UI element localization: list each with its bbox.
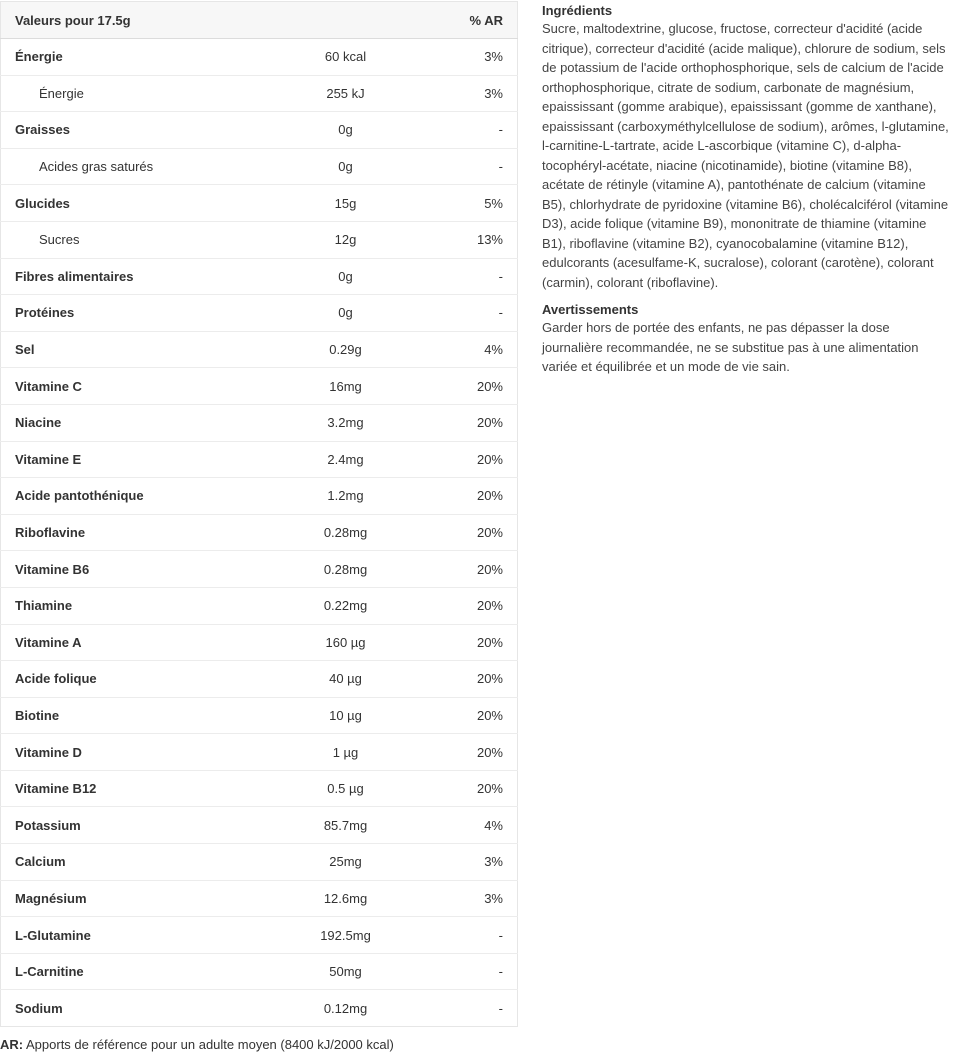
nutrient-ar-percent: 20% <box>421 661 518 698</box>
nutrient-ar-percent: 20% <box>421 697 518 734</box>
nutrient-value: 12.6mg <box>271 880 421 917</box>
table-row <box>1 148 518 185</box>
nutrient-name: Fibres alimentaires <box>1 258 271 295</box>
nutrient-name: Acides gras saturés <box>1 148 271 185</box>
nutrient-ar-percent: 3% <box>484 49 503 65</box>
nutrient-value: 16mg <box>271 368 421 405</box>
nutrient-ar-percent: - <box>421 917 518 954</box>
nutrient-ar-percent: 20% <box>421 441 518 478</box>
table-row <box>1 185 518 222</box>
nutrient-value: 160 µg <box>271 624 421 661</box>
nutrient-value: 0.22mg <box>271 587 421 624</box>
nutrient-value: 60 kcal <box>324 49 367 65</box>
nutrient-value: 0g <box>271 295 421 332</box>
nutrient-value: 0g <box>271 112 421 149</box>
header-ar-percent: % AR <box>421 2 518 39</box>
nutrient-name: Calcium <box>1 844 271 881</box>
nutrient-value: 255 kJ <box>271 75 421 112</box>
footnote-label: AR: <box>0 1037 24 1052</box>
nutrient-value: 0.28mg <box>271 551 421 588</box>
nutrient-ar-percent: 20% <box>421 368 518 405</box>
nutrient-name: L-Carnitine <box>1 953 271 990</box>
header-serving: Valeurs pour 17.5g <box>1 2 271 39</box>
table-row <box>1 587 518 624</box>
nutrient-ar-percent: - <box>421 148 518 185</box>
table-row <box>1 75 518 112</box>
nutrient-name: Sel <box>1 331 271 368</box>
nutrient-name: Biotine <box>1 697 271 734</box>
nutrient-name: Potassium <box>1 807 271 844</box>
table-row <box>1 990 518 1027</box>
table-row <box>1 478 518 515</box>
table-row <box>1 331 518 368</box>
nutrient-value: 50mg <box>271 953 421 990</box>
nutrient-name: Acide folique <box>1 661 271 698</box>
table-row <box>1 661 518 698</box>
nutrition-table-body <box>1 39 518 1027</box>
nutrient-ar-percent: 13% <box>421 221 518 258</box>
table-header-row <box>1 2 518 39</box>
nutrient-value: 0.28mg <box>271 514 421 551</box>
nutrient-value: 0.5 µg <box>271 770 421 807</box>
table-row <box>1 844 518 881</box>
nutrient-name: Protéines <box>1 295 271 332</box>
table-row <box>1 624 518 661</box>
nutrient-ar-percent: - <box>421 990 518 1027</box>
nutrient-value: 25mg <box>271 844 421 881</box>
nutrient-value: 2.4mg <box>271 441 421 478</box>
nutrient-name: Vitamine D <box>1 734 271 771</box>
nutrient-value: 85.7mg <box>271 807 421 844</box>
nutrient-name: Niacine <box>1 404 271 441</box>
nutrient-value: 3.2mg <box>271 404 421 441</box>
nutrient-ar-percent: 20% <box>421 514 518 551</box>
nutrient-name: Acide pantothénique <box>1 478 271 515</box>
nutrient-value: 192.5mg <box>271 917 421 954</box>
product-info <box>542 2 952 386</box>
nutrient-ar-percent: 20% <box>421 587 518 624</box>
nutrient-name: Vitamine A <box>1 624 271 661</box>
table-row <box>1 221 518 258</box>
nutrient-ar-percent: 20% <box>421 624 518 661</box>
nutrient-ar-percent: 3% <box>421 880 518 917</box>
header-value <box>271 2 421 39</box>
table-row <box>1 514 518 551</box>
warnings-title: Avertissements <box>542 302 639 317</box>
nutrient-name: Graisses <box>1 112 271 149</box>
nutrient-ar-percent: 20% <box>421 551 518 588</box>
table-row <box>1 917 518 954</box>
table-row <box>1 697 518 734</box>
nutrient-ar-percent: 4% <box>421 331 518 368</box>
nutrient-ar-percent: 3% <box>421 844 518 881</box>
nutrient-name: Sucres <box>1 221 271 258</box>
footnote-text: Apports de référence pour un adulte moyen (8400 kJ/2000 kcal) <box>23 1037 394 1052</box>
ingredients-title: Ingrédients <box>542 3 613 18</box>
nutrient-value: 12g <box>271 221 421 258</box>
nutrition-table <box>0 1 518 1027</box>
nutrient-ar-percent: 4% <box>421 807 518 844</box>
nutrient-ar-percent: - <box>421 953 518 990</box>
nutrient-value: 0g <box>271 258 421 295</box>
nutrient-name: Vitamine E <box>1 441 271 478</box>
nutrient-value: 0.29g <box>271 331 421 368</box>
nutrient-ar-percent: - <box>421 258 518 295</box>
table-row <box>1 953 518 990</box>
ingredients-text: Sucre, maltodextrine, glucose, fructose, correcteur d'acidité (acide citrique), correcteur d'acidité (acide malique), chlorure de sodium, sels de potassium de l'acide orthophosphorique, sels de calcium de l'acide orthophosphorique, citrate de sodium, carbonate de magnésium, epaississant (gomme arabique), epaississant (gomme de xanthane), epaississant (carboxyméthylcellulose de sodium), arômes, l-glutamine, l-carnitine-L-tartrate, acide L-ascorbique (vitamine C), d-alpha-tocophéryl-acétate, niacine (nicotinamide), biotine (vitamine B8), acétate de rétinyle (vitamine A), pantothénate de calcium (vitamine B5), chlorhydrate de pyridoxine (vitamine B6), cholécalciférol (vitamine D3), acide folique (vitamine B9), mononitrate de thiamine (vitamine B1), riboflavine (vitamine B2), cyanocobalamine (vitamine B12), edulcorants (acesulfame-K, sucralose), colorant (carotène), colorant (carmin), colorant (riboflavine). <box>542 21 949 290</box>
nutrient-value: 10 µg <box>271 697 421 734</box>
nutrient-ar-percent: 20% <box>421 404 518 441</box>
table-row <box>1 807 518 844</box>
table-row <box>1 770 518 807</box>
nutrient-name: Vitamine B12 <box>1 770 271 807</box>
nutrient-name: Riboflavine <box>1 514 271 551</box>
table-row <box>1 880 518 917</box>
nutrient-value: 0g <box>271 148 421 185</box>
nutrient-ar-percent: 20% <box>421 478 518 515</box>
warnings-text: Garder hors de portée des enfants, ne pas dépasser la dose journalière recommandée, ne se substitue pas à une alimentation variée et équilibrée et un mode de vie sain. <box>542 320 919 374</box>
nutrient-name: Vitamine C <box>1 368 271 405</box>
table-row <box>1 258 518 295</box>
nutrient-ar-percent: 20% <box>421 734 518 771</box>
nutrient-name: Glucides <box>1 185 271 222</box>
table-row <box>1 112 518 149</box>
nutrient-value: 0.12mg <box>271 990 421 1027</box>
nutrient-name: Énergie <box>1 75 271 112</box>
table-row <box>1 368 518 405</box>
nutrient-value: 1.2mg <box>271 478 421 515</box>
nutrient-ar-percent: 5% <box>421 185 518 222</box>
table-row <box>1 441 518 478</box>
nutrient-name: Thiamine <box>1 587 271 624</box>
table-row <box>1 295 518 332</box>
nutrient-name: L-Glutamine <box>1 917 271 954</box>
table-row <box>1 551 518 588</box>
nutrient-value: 1 µg <box>271 734 421 771</box>
table-row <box>1 734 518 771</box>
table-row <box>1 404 518 441</box>
nutrient-name: Vitamine B6 <box>1 551 271 588</box>
nutrient-ar-percent: 3% <box>421 75 518 112</box>
nutrient-value: 15g <box>271 185 421 222</box>
nutrient-name: Énergie <box>15 49 63 65</box>
nutrient-name: Magnésium <box>1 880 271 917</box>
table-row <box>1 39 518 76</box>
footnote <box>0 1037 540 1052</box>
nutrient-name: Sodium <box>1 990 271 1027</box>
nutrient-ar-percent: - <box>421 295 518 332</box>
nutrient-value: 40 µg <box>271 661 421 698</box>
nutrient-ar-percent: - <box>421 112 518 149</box>
nutrient-ar-percent: 20% <box>421 770 518 807</box>
